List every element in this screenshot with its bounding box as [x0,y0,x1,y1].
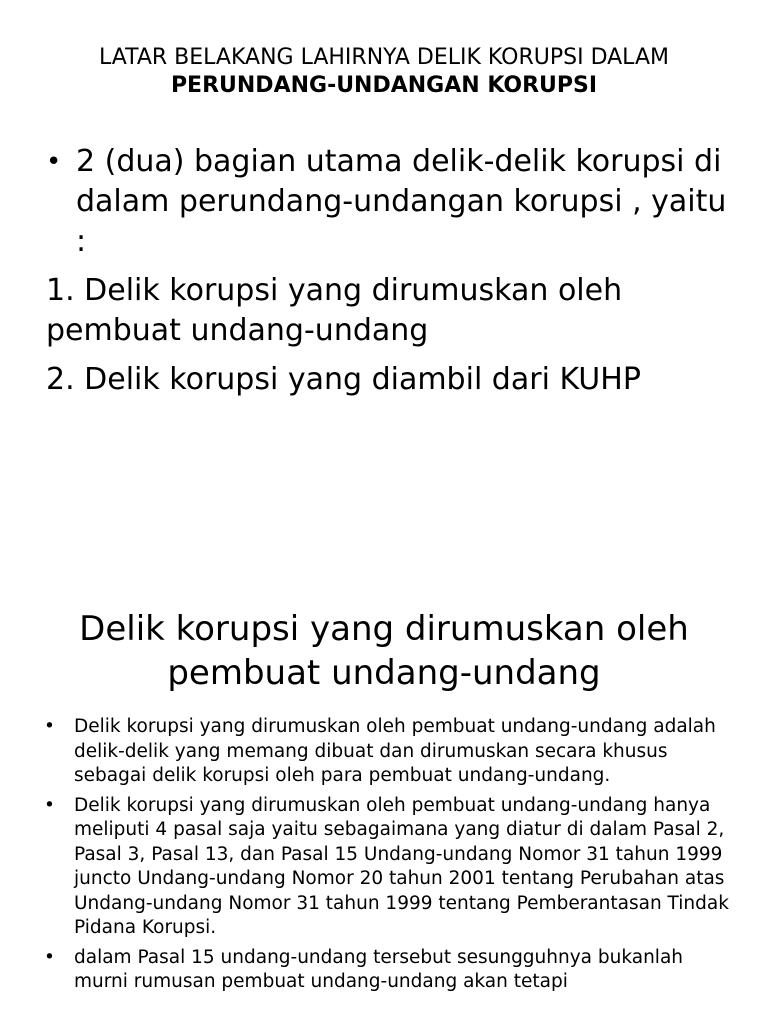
bullet-icon: • [46,147,62,177]
slide-1-title-line-1: LATAR BELAKANG LAHIRNYA DELIK KORUPSI DALAM [99,45,669,70]
slide-1-numbered-item-2: 2. Delik korupsi yang diambil dari KUHP [46,362,641,397]
slide-1-bullet [46,142,736,262]
bullet-icon: • [44,716,55,737]
slide-1-numbered-item-1: 1. Delik korupsi yang dirumuskan oleh pembuat undang-undang [46,273,623,348]
list-item-text: dalam Pasal 15 undang-undang tersebut sesungguhnya bukanlah murni rumusan pembuat undang-undang akan tetapi [74,946,684,992]
slide-2 [0,600,768,1024]
slide-2-title: Delik korupsi yang dirumuskan oleh pembuat undang-undang [79,609,689,693]
slide-1-title [0,44,768,100]
slide-2-bullet-list [44,715,734,1000]
list-item-text: Delik korupsi yang dirumuskan oleh pembuat undang-undang hanya meliputi 4 pasal saja yaitu sebagaimana yang diatur di dalam Pasal 2, Pasal 3, Pasal 13, dan Pasal 15 Undang-undang Nomor 31 tahun 1999 juncto Undang-undang Nomor 20 tahun 2001 tentang Perubahan atas Undang-undang Nomor 31 tahun 1999 tentang Pemberantasan Tindak Pidana Korupsi. [74,794,729,938]
bullet-icon: • [44,794,55,816]
bullet-icon: • [44,946,55,968]
slide-1-bullet-text: 2 (dua) bagian utama delik-delik korupsi di dalam perundang-undangan korupsi , yaitu : [76,144,727,259]
list-item [44,794,734,941]
list-item [44,715,734,789]
list-item-text: Delik korupsi yang dirumuskan oleh pembuat undang-undang adalah delik-delik yang memang dibuat dan dirumuskan secara khusus sebagai delik korupsi oleh para pembuat undang-undang. [74,716,716,786]
list-item [44,946,734,995]
slide-1-title-line-2: PERUNDANG-UNDANGAN KORUPSI [170,73,598,98]
